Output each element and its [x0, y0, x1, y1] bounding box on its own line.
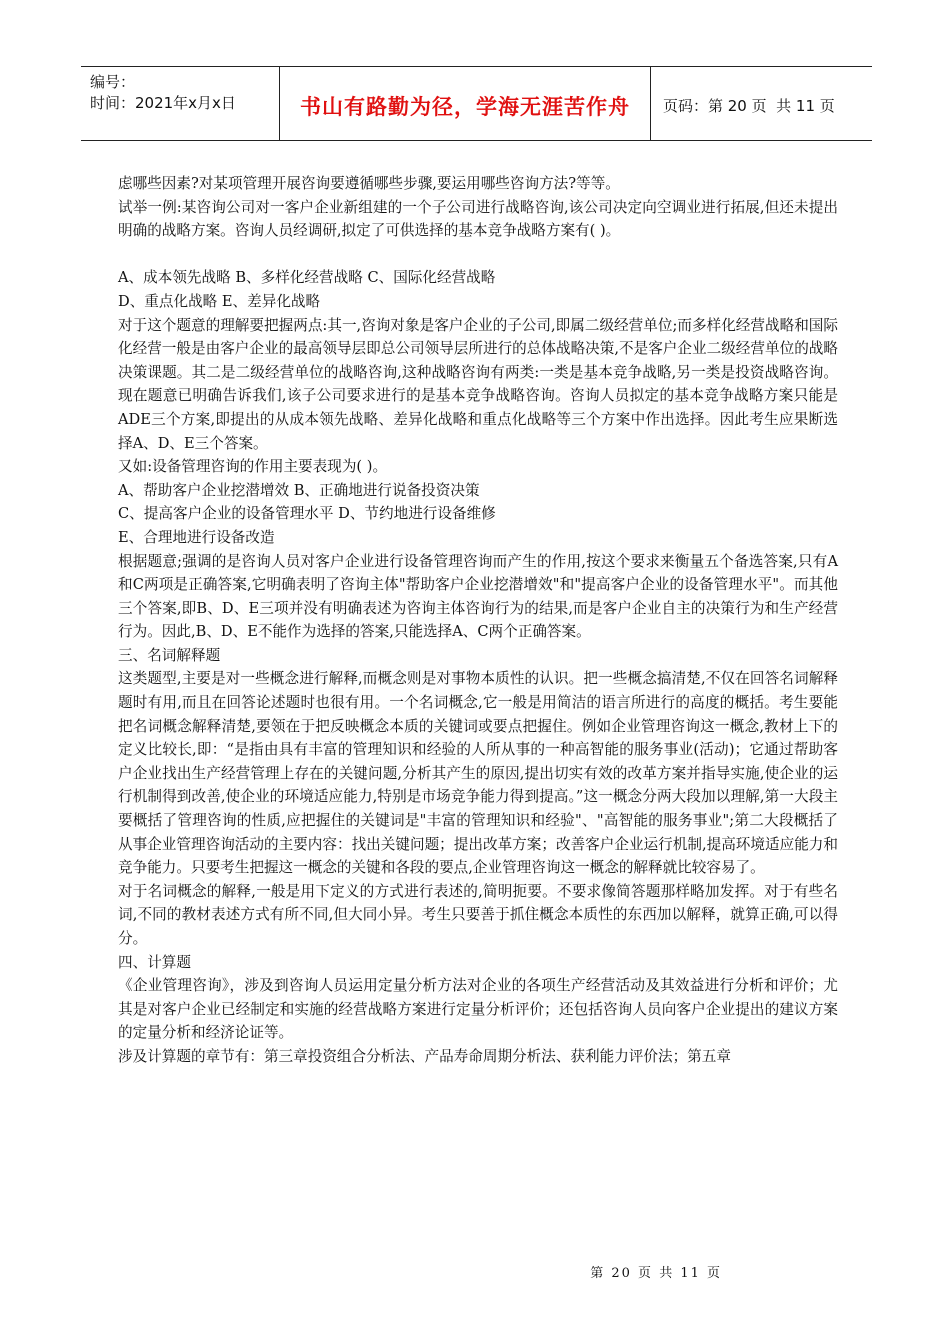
document-time-label: 时间：2021年x月x日: [90, 94, 236, 112]
section-heading: 四、计算题: [118, 953, 191, 971]
header-page-label: 页码：第 20 页 共 11 页: [663, 97, 835, 115]
paragraph: E、合理地进行设备改造: [118, 528, 275, 546]
paragraph: C、提高客户企业的设备管理水平 D、节约地进行设备维修: [118, 505, 496, 523]
paragraph: A、成本领先战略 B、多样化经营战略 C、国际化经营战略: [118, 269, 496, 287]
header-meta: [81, 67, 279, 140]
paragraph: 对于这个题意的理解要把握两点:其一,咨询对象是客户企业的子公司,即属二级经营单位;而多样化经营战略和国际化经营一般是由客户企业的最高领导层即总公司领导层所进行的总体战略决策,不是客户企业二级经营单位的战略决策课题。其二是二级经营单位的战略咨询,这种战略咨询有两类:一类是基本竞争战略,另一类是投资战略咨询。现在题意已明确告诉我们,该子公司要求进行的是基本竞争战略咨询。咨询人员拟定的基本竞争战略方案只能是ADE三个方案,即提出的从成本领先战略、差异化战略和重点化战略等三个方案中作出选择。因此考生应果断选择A、D、E三个答案。: [118, 316, 838, 452]
paragraph: 涉及计算题的章节有：第三章投资组合分析法、产品寿命周期分析法、获利能力评价法；第五章: [118, 1047, 731, 1065]
paragraph: D、重点化战略 E、差异化战略: [118, 292, 321, 310]
page-footer: [0, 1247, 950, 1281]
blank-line: [118, 243, 838, 267]
paragraph: A、帮助客户企业挖潜增效 B、正确地进行说备投资决策: [118, 481, 480, 499]
paragraph: 虑哪些因素?对某项管理开展咨询要遵循哪些步骤,要运用哪些咨询方法?等等。: [118, 175, 620, 192]
paragraph: 对于名词概念的解释,一般是用下定义的方式进行表述的,简明扼要。不要求像简答题那样略加发挥。对于有些名词,不同的教材表述方式有所不同,但大同小异。考生只要善于抓住概念本质性的东西加以解释，就算正确,可以得分。: [118, 882, 838, 947]
paragraph: 根据题意;强调的是咨询人员对客户企业进行设备管理咨询而产生的作用,按这个要求来衡量五个备选答案,只有A和C两项是正确答案,它明确表明了咨询主体"帮助客户企业挖潜增效"和"提高客户企业的设备管理水平"。而其他三个答案,即B、D、E三项并没有明确表述为咨询主体咨询行为的结果,而是客户企业自主的决策行为和生产经营行为。因此,B、D、E不能作为选择的答案,只能选择A、C两个正确答案。: [118, 552, 838, 641]
paragraph: 试举一例:某咨询公司对一客户企业新组建的一个子公司进行战略咨询,该公司决定向空调业进行拓展,但还未提出明确的战略方案。咨询人员经调研,拟定了可供选择的基本竞争战略方案有( )。: [118, 198, 838, 240]
paragraph: 《企业管理咨询》，涉及到咨询人员运用定量分析方法对企业的各项生产经营活动及其效益进行分析和评价；尤其是对客户企业已经制定和实施的经营战略方案进行定量分析评价；还包括咨询人员向客户企业提出的建议方案的定量分析和经济论证等。: [118, 977, 838, 1042]
document-number-label: 编号：: [90, 73, 136, 91]
paragraph: 又如:设备管理咨询的作用主要表现为( )。: [118, 458, 388, 476]
header-motto: 书山有路勤为径，学海无涯苦作舟: [300, 94, 630, 119]
document-body: [118, 172, 838, 1069]
section-heading: 三、名词解释题: [118, 646, 221, 664]
page-header: [81, 66, 872, 141]
header-motto-cell: [279, 67, 651, 140]
paragraph: 这类题型,主要是对一些概念进行解释,而概念则是对事物本质性的认识。把一些概念搞清楚,不仅在回答名词解释题时有用,而且在回答论述题时也很有用。一个名词概念,它一般是用简洁的语言所进行的高度的概括。考生要能把名词概念解释清楚,要领在于把反映概念本质的关键词或要点把握住。例如企业管理咨询这一概念,教材上下的定义比较长,即：“是指由具有丰富的管理知识和经验的人所从事的一种高智能的服务事业(活动)；它通过帮助客户企业找出生产经营管理上存在的关键问题,分析其产生的原因,提出切实有效的改革方案并指导实施,使企业的运行机制得到改善,使企业的环境适应能力,特别是市场竞争能力得到提高。”这一概念分两大段加以理解,第一大段主要概括了管理咨询的性质,应把握住的关键词是"丰富的管理知识和经验"、"高智能的服务事业";第二大段概括了从事企业管理咨询活动的主要内容：找出关键问题；提出改革方案；改善客户企业运行机制,提高环境适应能力和竞争能力。只要考生把握这一概念的关键和各段的要点,企业管理咨询这一概念的解释就比较容易了。: [118, 670, 838, 877]
footer-page-number: 第 20 页 共 11 页: [590, 1266, 722, 1281]
